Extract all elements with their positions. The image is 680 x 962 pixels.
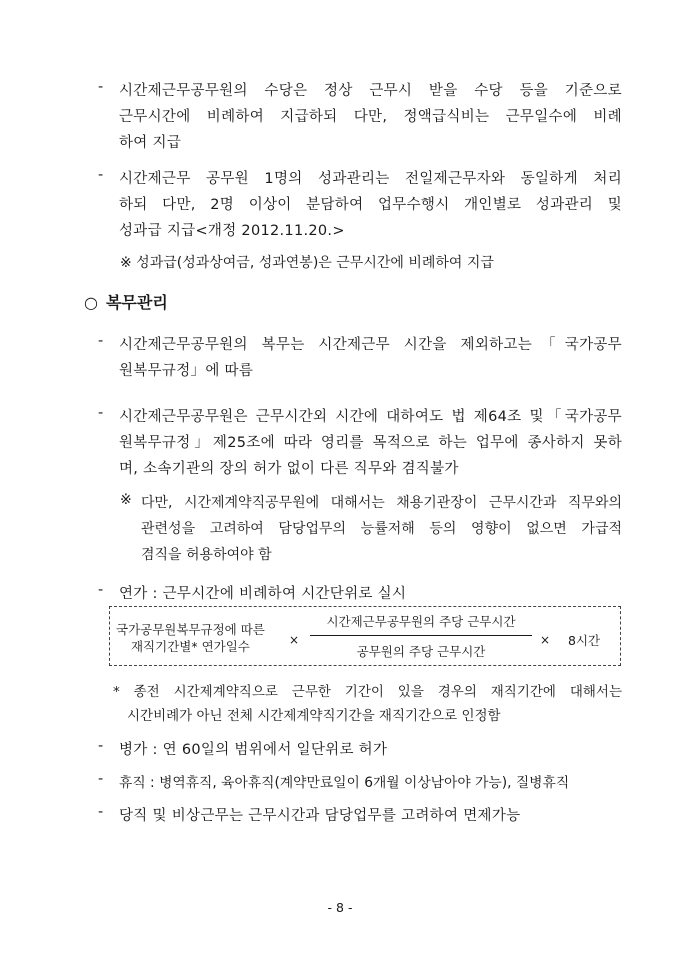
section-heading bbox=[84, 290, 168, 313]
body-text: 성과급 지급<개정 2012.11.20.> bbox=[119, 223, 345, 239]
body-text: 원복무규정」에 따름 bbox=[119, 363, 254, 379]
body-text: 시간제근무 공무원 1명의 성과관리는 전일제근무자와 동일하게 처리 bbox=[119, 171, 622, 187]
bullet-dash: - bbox=[98, 167, 104, 183]
body-text: 며, 소속기관의 장의 허가 없이 다른 직무와 겸직불가 bbox=[119, 461, 459, 477]
note-text: 관련성을 고려하여 담당업무의 능률저해 등의 영향이 없으면 가급적 bbox=[141, 521, 622, 537]
formula-left-line2: 재직기간별* 연가일수 bbox=[130, 639, 250, 654]
bullet-dash: - bbox=[98, 738, 104, 754]
body-text: 근무시간에 비례하여 지급하되 다만, 정액급식비는 근무일수에 비례 bbox=[119, 109, 622, 125]
body-text: 원복무규정」제25조에 따라 영리를 목적으로 하는 업무에 종사하지 못하 bbox=[119, 435, 622, 451]
page-number: - 8 - bbox=[327, 900, 353, 915]
bullet-dash: - bbox=[98, 771, 104, 787]
bullet-dash: - bbox=[98, 582, 104, 598]
formula-left-line1: 국가공무원복무규정에 따른 bbox=[116, 622, 265, 637]
bullet-dash: - bbox=[98, 405, 104, 421]
footnote-text: * 종전 시간제계약직으로 근무한 기간이 있을 경우의 재직기간에 대해서는 bbox=[113, 684, 622, 700]
multiply-sign: × bbox=[289, 633, 300, 647]
note-marker: ※ bbox=[120, 492, 132, 508]
body-text: 하여 지급 bbox=[119, 135, 182, 151]
fraction-bar bbox=[310, 635, 532, 636]
formula-denominator: 공무원의 주당 근무시간 bbox=[356, 644, 486, 659]
leave-formula-box bbox=[109, 606, 621, 666]
note-text: 다만, 시간제계약직공무원에 대해서는 채용기관장이 근무시간과 직무와의 bbox=[141, 495, 622, 511]
formula-hours: 8시간 bbox=[568, 633, 601, 648]
section-marker: ○ bbox=[84, 293, 98, 312]
note-text: ※ 성과급(성과상여금, 성과연봉)은 근무시간에 비례하여 지급 bbox=[120, 255, 494, 271]
bullet-dash: - bbox=[98, 333, 104, 349]
duty-exemption-text: 당직 및 비상근무는 근무시간과 담당업무를 고려하여 면제가능 bbox=[119, 808, 521, 824]
multiply-sign: × bbox=[540, 633, 551, 647]
note-text: 겸직을 허용하여야 함 bbox=[141, 547, 272, 563]
leave-text: 연가 : 근무시간에 비례하여 시간단위로 실시 bbox=[119, 586, 407, 602]
body-text: 시간제근무공무원은 근무시간외 시간에 대하여도 법 제64조 및「국가공무 bbox=[119, 409, 622, 425]
formula-left bbox=[116, 621, 265, 655]
bullet-dash: - bbox=[98, 79, 104, 95]
formula-fraction bbox=[310, 612, 532, 662]
sick-leave-text: 병가 : 연 60일의 범위에서 일단위로 허가 bbox=[119, 742, 388, 758]
formula-numerator: 시간제근무공무원의 주당 근무시간 bbox=[326, 614, 516, 629]
section-title: 복무관리 bbox=[105, 293, 168, 312]
body-text: 하되 다만, 2명 이상이 분담하여 업무수행시 개인별로 성과관리 및 bbox=[119, 197, 622, 213]
bullet-dash: - bbox=[98, 804, 104, 820]
footnote-text: 시간비례가 아닌 전체 시간제계약직기간을 재직기간으로 인정함 bbox=[127, 708, 501, 724]
body-text: 시간제근무공무원의 복무는 시간제근무 시간을 제외하고는「국가공무 bbox=[119, 337, 622, 353]
body-text: 시간제근무공무원의 수당은 정상 근무시 받을 수당 등을 기준으로 bbox=[119, 83, 622, 99]
leave-of-absence-text: 휴직 : 병역휴직, 육아휴직(계약만료일이 6개월 이상남아야 가능), 질병휴직 bbox=[119, 775, 570, 791]
